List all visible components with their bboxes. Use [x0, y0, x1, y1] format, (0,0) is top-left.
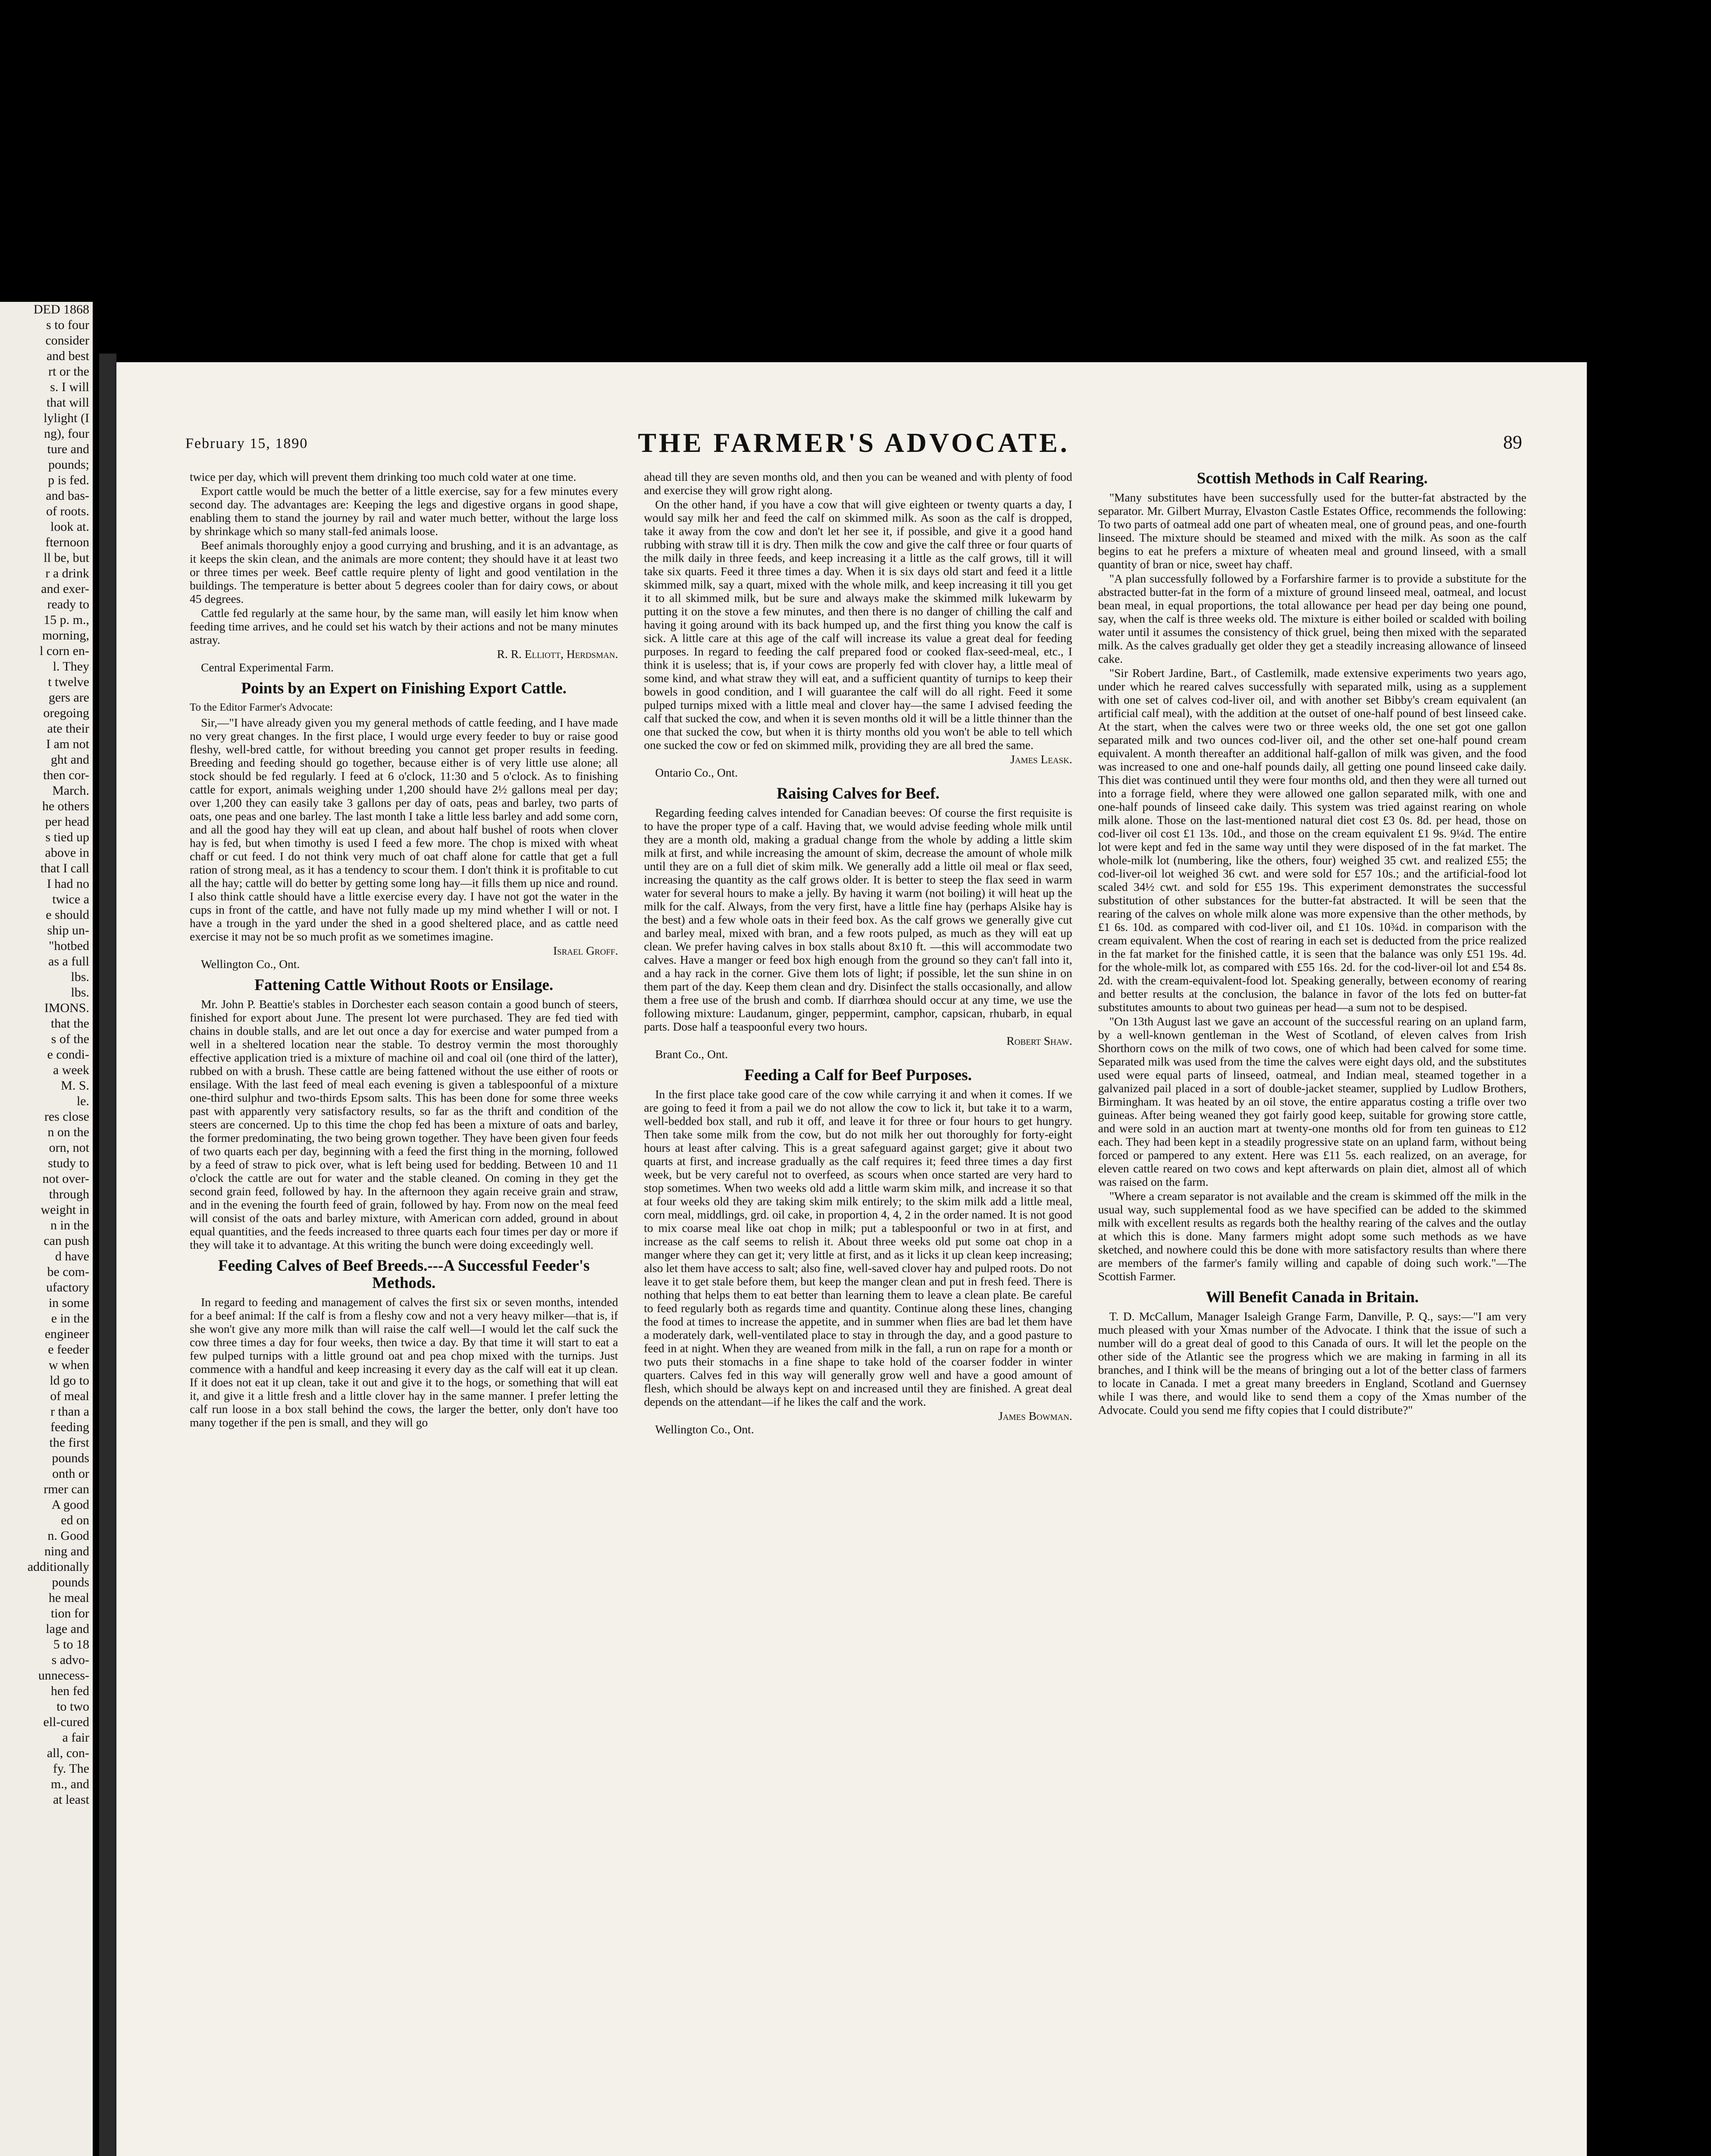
- paragraph: "Many substitutes have been successfully used for the butter-fat abstracted by the separator. Mr. Gilbert Murray, Elvaston Castle Estates Office, recommends the following: To two parts of oatmeal add one part of wheaten meal, one of ground peas, and one-fourth linseed. The mixture should be steamed and mixed with the milk. As soon as the calf begins to eat he prefers a mixture of wheaten meal and ground linseed, with a small quantity of bran or nice, sweet hay chaff.: [1098, 491, 1526, 571]
- previous-page-text-line: weight in: [41, 1203, 89, 1217]
- previous-page-text-line: be com-: [47, 1265, 89, 1279]
- previous-page-text-line: l corn en-: [40, 644, 89, 658]
- dateline: Wellington Co., Ont.: [655, 1423, 754, 1436]
- dateline: Brant Co., Ont.: [655, 1047, 728, 1061]
- previous-page-text-line: s of the: [51, 1032, 89, 1046]
- previous-page-text-line: lage and: [46, 1622, 89, 1636]
- previous-page-text-line: look at.: [50, 520, 89, 534]
- signature: Robert Shaw.: [1006, 1034, 1072, 1047]
- previous-page-text-line: r a drink: [45, 566, 89, 580]
- column-2: [644, 470, 1072, 2152]
- previous-page-text-line: n in the: [50, 1218, 89, 1232]
- previous-page-text-line: n on the: [47, 1125, 89, 1139]
- previous-page-text-line: twice a: [52, 892, 89, 906]
- previous-page-text-line: l. They: [53, 659, 89, 674]
- previous-page-text-line: e condi-: [47, 1047, 89, 1062]
- previous-page-text-line: at least: [53, 1792, 89, 1807]
- previous-page-text-line: a fair: [62, 1730, 89, 1745]
- previous-page-text-line: study to: [48, 1156, 89, 1170]
- previous-page-text-line: t twelve: [48, 675, 89, 689]
- previous-page-text-line: feeding: [50, 1420, 89, 1434]
- paragraph: Sir,—"I have already given you my general methods of cattle feeding, and I have made no very great changes. In the first place, I would urge every feeder to buy or raise good fleshy, well-bred cattle, for without breeding you cannot get proper results in feeding. Breeding and feeding should go together, because either is of very little use alone; all stock should be fed regularly. I feed at 6 o'clock, 11:30 and 5 o'clock. As to finishing cattle for export, animals weighing under 1,200 should have 2½ gallons meal per day; over 1,200 they can easily take 3 gallons per day of oats, peas and barley, two parts of oats, one peas and one barley. The last month I take a little less barley and add some corn, and all the good hay they will eat up clean, and about half bushel of roots when clover hay is fed, but when timothy is used I feed a few more. The chop is mixed with wheat chaff or cut feed. I do not think very much of oat chaff alone for cattle that get a full ration of strong meal, as it has a tendency to scour them. I don't think it is profitable to cut all the hay; cattle will do better by getting some long hay—it fills them up nice and round. I also think cattle should have a little exercise every day. I have not got the water in the cups in front of the cattle, and have not fully made up my mind whether I will or not. I have a trough in the yard under the shed in a good sheltered place, and as cattle need exercise it may not be so much profit as we sometimes imagine.: [190, 716, 618, 943]
- previous-page-text-line: all, con-: [47, 1746, 89, 1760]
- previous-page-text-line: 15 p. m.,: [44, 613, 89, 627]
- previous-page-text-line: as a full: [48, 954, 89, 968]
- previous-page-text-line: rt or the: [48, 364, 89, 379]
- paragraph: T. D. McCallum, Manager Isaleigh Grange Farm, Danville, P. Q., says:—"I am very much pleased with your Xmas number of the Advocate. I think that the issue of such a number will do a great deal of good to this Canada of ours. It will let the people on the other side of the Atlantic see the progress which we are making in farming in all its branches, and I think will be the means of bringing out a lot of the better class of farmers to locate in Canada. I met a great many breeders in England, Scotland and Guernsey while I was there, and would like to send them a copy of the Xmas number of the Advocate. Could you send me fifty copies that I could distribute?": [1098, 1310, 1526, 1416]
- previous-page-text-line: he others: [42, 799, 89, 813]
- previous-page-text-line: a week: [53, 1063, 89, 1077]
- article-heading: Feeding a Calf for Beef Purposes.: [744, 1066, 972, 1084]
- previous-page-text-line: M. S.: [61, 1078, 89, 1093]
- previous-page-text-line: unnecess-: [38, 1668, 89, 1683]
- salutation: To the Editor Farmer's Advocate:: [190, 702, 333, 713]
- previous-page-text-line: oregoing: [43, 706, 89, 720]
- previous-page-text-line: DED 1868: [33, 302, 89, 317]
- article-heading: Will Benefit Canada in Britain.: [1206, 1288, 1419, 1306]
- paragraph: In the first place take good care of the cow while carrying it and when it comes. If we are going to feed it from a pail we do not allow the cow to lick it, but take it to a warm, well-bedded box stall, and rub it off, and leave it for three or four hours to get hungry. Then take some milk from the cow, but do not milk her out thoroughly for forty-eight hours at least after calving. This is a great safeguard against garget; give it about two quarts at first, and increase gradually as the calf requires it; feed three times a day first week, but be very careful not to overfeed, as scours when once started are very hard to stop sometimes. When two weeks old add a little warm skim milk, and increase it so that at four weeks old they are taking skim milk entirely; to the skim milk add a little meal, corn meal, middlings, grd. oil cake, in proportion 4, 4, 2 in the order named. It is not good to mix coarse meal like oat chop in milk; put a tablespoonful or two in at first, and increase as the calf seems to relish it. About three weeks old put some oat chop in a manger where they can get it; very little at first, and as it licks it up clean keep increasing; also let them have access to salt; also fine, well-saved clover hay and pulped roots. Do not leave it to get stale before them, but keep the manger clean and put in fresh feed. There is nothing that helps them to eat better than learning them to leave a clean plate. Be careful to feed regularly both as regards time and quantity. Continue along these lines, changing the food at times to increase the appetite, and in summer when flies are bad let them have a moderately dark, well-ventilated place to stay in through the day, and a good pasture to feed in at night. When they are weaned from milk in the fall, a run on rape for a month or two puts their stomachs in a fine shape to take hold of the coarser fodder in winter quarters. Calves fed in this way will generally grow well and have a good amount of flesh, which should be always kept on and increased until they are finished. A great deal depends on the attendant—if he likes the calf and the work.: [644, 1087, 1072, 1408]
- previous-page-text-line: n. Good: [47, 1529, 89, 1543]
- article-heading: Fattening Cattle Without Roots or Ensilage.: [254, 976, 554, 994]
- previous-page-text-line: IMONS.: [44, 1001, 89, 1015]
- previous-page-text-line: ll be, but: [44, 551, 89, 565]
- previous-page-text-line: that will: [46, 395, 89, 410]
- previous-page-text-line: d have: [55, 1249, 89, 1263]
- paragraph: "A plan successfully followed by a Forfarshire farmer is to provide a substitute for the abstracted butter-fat in the form of a mixture of ground linseed meal, oatmeal, and locust bean meal, in equal proportions, the total allowance per head per day being one pound, say, when the calf is three weeks old. The mixture is either boiled or scalded with boiling water until it assumes the consistency of thick gruel, being then mixed with the separated milk. As the calves gradually get older they get a steadily increasing allowance of linseed cake.: [1098, 572, 1526, 665]
- previous-page-text-line: in some: [48, 1296, 89, 1310]
- previous-page-text-line: that the: [50, 1016, 89, 1031]
- previous-page-text-line: r than a: [50, 1404, 89, 1419]
- previous-page-text-line: rmer can: [44, 1482, 89, 1496]
- article-heading: Raising Calves for Beef.: [777, 785, 940, 802]
- previous-page-text-line: through: [49, 1187, 89, 1201]
- previous-page-text-line: of roots.: [46, 504, 89, 518]
- previous-page-text-line: fy. The: [53, 1761, 89, 1776]
- previous-page-text-line: pounds: [52, 1575, 89, 1589]
- previous-page-text-line: can push: [44, 1234, 89, 1248]
- previous-page-text-line: A good: [51, 1498, 89, 1512]
- paragraph: Regarding feeding calves intended for Canadian beeves: Of course the first requisite is to have the proper type of a calf. Having that, we would advise feeding whole milk until they are a month old, making a gradual change from the whole by adding a little skim milk at first, and while increasing the amount of skim, decrease the amount of whole milk until they are on a full diet of skim milk. We generally add a little oil meal or flax seed, increasing the quantity as the calf grows older. It is better to steep the flax seed in warm water for several hours to make a jelly. By having it warm (not boiling) it will heat up the milk for the calf. Always, from the very first, have a little fine hay (perhaps Alsike hay is the best) and a few whole oats in their feed box. As the calf grows we generally give cut and barley meal, mixed with bran, and a few roots pulped, as much as they will eat up clean. We prefer having calves in box stalls about 8x10 ft. —this will accommodate two calves. Have a manger or feed box high enough from the ground so they can't fall into it, and a hay rack in the corner. Give them lots of light; if possible, let the sun shine in on them part of the day. Keep them clean and dry. Disinfect the stalls occasionally, and allow them a free use of the brush and comb. If diarrhœa should occur at any time, we use the following mixture: Laudanum, ginger, peppermint, camphor, capsican, rhubarb, in equal parts. Dose half a teaspoonful every two hours.: [644, 806, 1072, 1033]
- previous-page-text-line: s advo-: [51, 1653, 89, 1667]
- previous-page-text-line: res close: [44, 1109, 89, 1124]
- previous-page-text-line: the first: [49, 1435, 89, 1450]
- previous-page-text-line: March.: [52, 783, 89, 798]
- previous-page-text-line: tion for: [50, 1606, 89, 1620]
- previous-page-text-line: lylight (I: [44, 411, 89, 425]
- previous-page-text-line: p is fed.: [48, 473, 89, 487]
- previous-page-text-line: gers are: [48, 690, 89, 705]
- previous-page-text-line: and exer-: [41, 582, 89, 596]
- previous-page-text-line: ture and: [47, 442, 89, 456]
- previous-page-text-line: additionally: [27, 1560, 89, 1574]
- signature: R. R. Elliott, Herdsman.: [497, 647, 618, 661]
- previous-page-text-line: lbs.: [71, 985, 89, 1000]
- previous-page-text-line: of meal: [50, 1389, 89, 1403]
- column-1: [190, 470, 618, 2152]
- paragraph: ahead till they are seven months old, and then you can be weaned and with plenty of food and exercise they will grow right along.: [644, 470, 1072, 497]
- previous-page-text-line: fternoon: [45, 535, 89, 549]
- signature: Israel Groff.: [553, 944, 618, 957]
- previous-page-text-line: orn, not: [49, 1141, 89, 1155]
- issue-date: February 15, 1890: [185, 436, 308, 451]
- previous-page-text-line: e feeder: [48, 1342, 89, 1357]
- previous-page-text-line: not over-: [42, 1172, 89, 1186]
- previous-page-text-line: above in: [45, 846, 89, 860]
- previous-page-text-line: morning,: [42, 628, 89, 642]
- paragraph: In regard to feeding and management of calves the first six or seven months, intended for a beef animal: If the calf is from a fleshy cow and not a very heavy milker—that is, if she won't give any more milk than will raise the calf well—I would let the calf suck the cow three times a day for four weeks, then twice a day. By that time it will start to eat a few pulped turnips with a little ground oat and pea chop mixed with the turnips. Just commence with a handful and keep increasing it every day as the calf will eat it up clean. If it does not eat it up clean, take it out and give it to the hogs, or something that will eat it, and give it a little fresh and a little clover hay in the same manner. I prefer letting the calf run loose in a box stall behind the cows, the larger the better, only don't have too many together if the pen is small, and they will go: [190, 1295, 618, 1429]
- previous-page-text-line: s. I will: [50, 380, 89, 394]
- page-header: [185, 427, 1522, 466]
- page-number: 89: [1503, 432, 1522, 453]
- previous-page-text-line: le.: [76, 1094, 89, 1108]
- previous-page-text-line: to two: [56, 1699, 89, 1714]
- previous-page-text-line: ufactory: [46, 1280, 89, 1294]
- dateline: Ontario Co., Ont.: [655, 766, 738, 779]
- paragraph: "Sir Robert Jardine, Bart., of Castlemilk, made extensive experiments two years ago, under which he reared calves successfully with separated milk, using as a supplement with one set of calves cod-liver oil, and with another set Bibby's cream equivalent (an artificial calf meal), with the addition at the outset of one-half pound of best linseed cake. At the start, when the calves were two or three weeks old, the one set got one gallon separated milk and two ounces cod-liver oil, and the other set one-half pound cream equivalent. A month thereafter an additional half-gallon of milk was given, and the food was increased to one and one-half pounds daily, all getting one pound linseed cake daily. This diet was continued until they were four months old, and then they were all turned out into a forrage field, where they were allowed one gallon separated milk, with one and one-half pounds of linseed cake daily. This system was tried against rearing on whole milk alone. Those on the last-mentioned natural diet cost £3 0s. 8d. per head, those on cod-liver oil cost £1 13s. 10d., and those on the cream equivalent £1 9s. 9¼d. The entire lot were kept and fed in the same way until they were disposed of in the fat market. The whole-milk lot (numbering, like the others, four) weighed 35 cwt. and realized £55; the cod-liver-oil lot weighed 36 cwt. and were sold for £57 10s.; and the artificial-food lot scaled 34½ cwt. and sold for £55 19s. This experiment demonstrates the successful substitution of other substances for the butter-fat abstracted. It will be seen that the rearing of the calves on whole milk alone was more expensive than the other methods, by £1 6s. 10d. as compared with cod-liver oil, and £1 10s. 10¾d. in comparison with the cream equivalent. When the cost of rearing in each set is deducted from the price realized in the fat market for the finished cattle, it is seen that the balance was only £51 19s. 4d. for the whole-milk lot, as compared with £55 16s. 2d. for the cod-liver-oil lot and £54 8s. 2d. with the cream-equivalent-food lot. Speaking generally, between economy of rearing and better results at the conclusion, the balance in favor of the lots fed on butter-fat substitutes amounts to about two guineas per head—a sum not to be despised.: [1098, 666, 1526, 1014]
- previous-page-text-line: per head: [45, 815, 89, 829]
- previous-page-text-line: ning and: [44, 1544, 89, 1558]
- previous-page-text-line: s tied up: [45, 830, 89, 844]
- previous-page-text-line: e in the: [51, 1311, 89, 1326]
- paragraph: On the other hand, if you have a cow that will give eighteen or twenty quarts a day, I would say milk her and feed the calf on skimmed milk. As soon as the calf is dropped, take it away from the cow and don't let her see it, if possible, and give it a good hand rubbing with straw till it is dry. Then milk the cow and give the calf three or four quarts of the milk daily in three feeds, and keep increasing it a little as the calf grows, till it will take six quarts. Feed it three times a day. When it is six days old start and feed it a little skimmed milk, say a quart, mixed with the whole milk, and keep increasing it till you get it to all skimmed milk, but be sure and always make the skimmed milk lukewarm by putting it on the stove a few minutes, and then there is no danger of chilling the calf and having it going around with its back humped up, and the first thing you know the calf is sick. A little care at this age of the calf will increase its value a great deal for feeding purposes. In regard to feeding the calf prepared food or cooked flax-seed-meal, etc., I think it is useless; that is, if your cows are properly fed with clover hay, a little meal of some kind, and what straw they will eat, and a sufficient quantity of turnips to keep their bowels in good condition, and I will guarantee the calf will do all right. Feed it some pulped turnips mixed with a little meal and clover hay—the same I advised feeding the calf that sucked the cow, and when it is seven months old it will be a little thinner than the one that sucked the cow, but when it is thirty months old you won't be able to tell which one sucked the cow or fed on skimmed milk, providing they are all bred the same.: [644, 498, 1072, 752]
- previous-page-text-line: 5 to 18: [53, 1637, 89, 1651]
- dateline: Central Experimental Farm.: [201, 661, 334, 674]
- previous-page-text-line: he meal: [48, 1591, 89, 1605]
- previous-page-text-line: and best: [46, 349, 89, 363]
- previous-page-text-line: ate their: [47, 721, 89, 736]
- previous-page-text-line: e should: [46, 908, 89, 922]
- previous-page-text-line: ld go to: [50, 1373, 89, 1388]
- newspaper-page: [116, 362, 1587, 2156]
- article-columns: [190, 470, 1526, 2152]
- paragraph: Cattle fed regularly at the same hour, by the same man, will easily let him know when feeding time arrives, and he could set his watch by their actions and not be many minutes astray.: [190, 606, 618, 646]
- previous-page-text-line: onth or: [52, 1467, 89, 1481]
- paragraph: Export cattle would be much the better of a little exercise, say for a few minutes every second day. The advantages are: Keeping the legs and digestive organs in good shape, enabling them to stand the journey by rail and water much better, without the large loss by shrinkage which so many stall-fed animals loose.: [190, 484, 618, 538]
- previous-page-text-line: "hotbed: [49, 939, 89, 953]
- paragraph: Beef animals thoroughly enjoy a good currying and brushing, and it is an advantage, as it keeps the skin clean, and the animals are more content; they should have it at least two or three times per week. Beef cattle require plenty of light and good ventilation in the buildings. The temperature is better about 5 degrees cooler than for dairy cows, or about 45 degrees.: [190, 539, 618, 605]
- previous-page-text-line: pounds: [52, 1451, 89, 1465]
- signature: James Bowman.: [998, 1409, 1072, 1423]
- previous-page-text-line: m., and: [50, 1777, 89, 1791]
- previous-page-text-line: pounds;: [48, 458, 89, 472]
- article-heading: Scottish Methods in Calf Rearing.: [1197, 470, 1428, 487]
- previous-page-text-line: ship un-: [47, 923, 89, 937]
- previous-page-text-line: ed on: [61, 1513, 89, 1527]
- paragraph: "Where a cream separator is not available and the cream is skimmed off the milk in the usual way, such supplemental food as we have specified can be added to the skimmed milk with excellent results as regards both the healthy rearing of the calves and the outlay at which this is done. Many farmers might adopt some such methods as we have sketched, and nowhere could this be done with more satisfactory results than where there are members of the farmer's family willing and capable of doing such work."—The Scottish Farmer.: [1098, 1189, 1526, 1283]
- previous-page-text-line: I had no: [47, 877, 89, 891]
- article-heading: Points by an Expert on Finishing Export Cattle.: [241, 680, 567, 697]
- previous-page-text-line: and bas-: [46, 489, 89, 503]
- article-heading: Feeding Calves of Beef Breeds.---A Successful Feeder's Methods.: [218, 1257, 590, 1292]
- previous-page-text-line: lbs.: [71, 970, 89, 984]
- previous-page-text-line: ng), four: [44, 426, 89, 441]
- previous-page-text-line: consider: [45, 333, 89, 348]
- previous-page-text-line: engineer: [44, 1327, 89, 1341]
- book-spine: [99, 354, 116, 2156]
- column-3: [1098, 470, 1526, 2152]
- publication-title: THE FARMER'S ADVOCATE.: [638, 427, 1070, 458]
- previous-page-text-line: ell-cured: [43, 1715, 89, 1729]
- previous-page-text-line: I am not: [46, 737, 89, 751]
- paragraph: twice per day, which will prevent them drinking too much cold water at one time.: [190, 470, 577, 483]
- previous-page-text-line: that I call: [40, 861, 89, 875]
- previous-page-edge: [0, 302, 93, 2156]
- previous-page-text-line: ready to: [47, 597, 89, 611]
- previous-page-text-line: w when: [48, 1358, 89, 1372]
- previous-page-text-line: s to four: [46, 318, 89, 332]
- previous-page-text-line: hen fed: [50, 1684, 89, 1698]
- previous-page-text-line: ght and: [50, 752, 89, 767]
- paragraph: Mr. John P. Beattie's stables in Dorchester each season contain a good bunch of steers, finished for export about June. The present lot were purchased. They are fed tied with chains in double stalls, and are let out once a day for exercise and water pumped from a well in a sheltered location near the stable. To destroy vermin the most thoroughly effective application tried is a mixture of machine oil and coal oil (one third of the latter), rubbed on with a brush. These cattle are being fattened without the use either of roots or ensilage. With the last feed of meal each evening is given a tablespoonful of a mixture one-third sulphur and two-thirds Epsom salts. This has been done for some three weeks past with apparently very satisfactory results, so far as the thrift and condition of the steers are concerned. Up to this time the chop fed has been a mixture of oats and barley, the former predominating, the two being grown together. They have been given four feeds of two quarts each per day, beginning with a feed the first thing in the morning, followed by a feed of straw to pick over, what is left being used for bedding. Between 10 and 11 o'clock the cattle are out for water and the stable cleaned. On coming in they get the second grain feed, followed by hay. In the afternoon they again receive grain and straw, and in the evening the fourth feed of grain, followed by hay. From now on the meal feed will consist of the oats and barley mixture, with American corn added, ground in about equal quantities, and the feeds increased to three quarts each four times per day or more if they will take it to advantage. At this writing the bunch were doing exceedingly well.: [190, 997, 618, 1251]
- signature: James Leask.: [1010, 752, 1072, 766]
- paragraph: "On 13th August last we gave an account of the successful rearing on an upland farm, by a well-known gentleman in the West of Scotland, of eleven calves from Irish Shorthorn cows on the milk of two cows, one of which had been calved for some time. Separated milk was used from the time the calves were eight days old, and the substitutes used were equal parts of linseed, oatmeal, and Indian meal, steamed together in a galvanized pail placed in a sort of double-jacket steamer, supplied by Ludlow Brothers, Birmingham. It was heated by an oil stove, the entire apparatus costing a trifle over two guineas. After being weaned they got fairly good keep, suitable for growing store cattle, and were sold in an auction mart at twenty-one months old for from ten guineas to £12 each. They had been kept in a steadily progressive state on an upland farm, without being forced or pampered to any extent. Here was £11 5s. each realized, on an average, for eleven cattle reared on two cows and kept afterwards on plain diet, almost all of which was raised on the farm.: [1098, 1015, 1526, 1188]
- dateline: Wellington Co., Ont.: [201, 957, 300, 971]
- previous-page-text-line: then cor-: [43, 768, 89, 782]
